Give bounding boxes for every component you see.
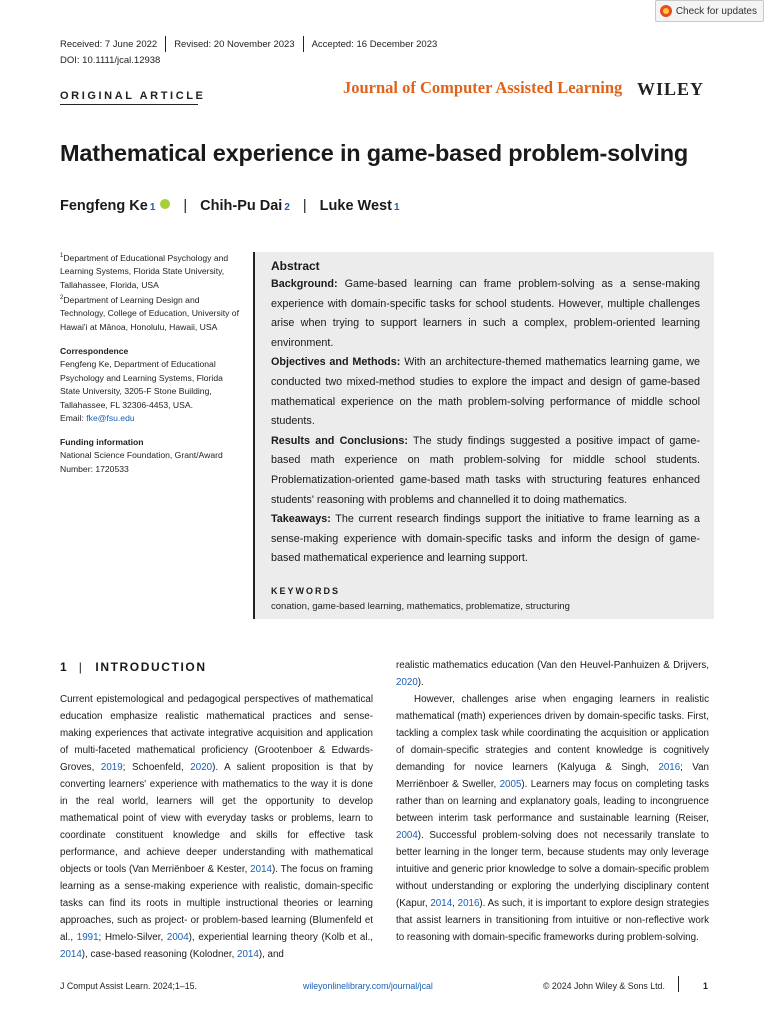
- abstract-objectives: [271, 353, 700, 431]
- divider: [165, 36, 166, 52]
- paragraph: However, challenges arise when engaging learners in realistic mathematical (math) experiences driven by domain-specific tasks. First, tackling a complex task while coordinating the acquisition or application of domain-specific strategies and content knowledge is cognitively demanding for novice learners (Kalyuga & Singh, 2016; Van Merriënboer & Sweller, 2005). Learners may focus on completing tasks rather than on learning and explanatory goals, leading to incongruence between interim task performance and sustainable learning (Reiser, 2004). Successful problem-solving does not necessarily translate to better learning in the longer term, because students may only leverage intuitive and generic prior knowledge to solve a domain-specific problem without understanding or exploring the underlying disciplinary content (Kapur, 2014, 2016). As such, it is important to explore design strategies that assist learners in transitioning from intuitive or non-reflective work to reasoning with domain-specific frameworks during problem-solving.: [396, 694, 710, 943]
- footer-copyright: © 2024 John Wiley & Sons Ltd.: [543, 981, 665, 991]
- correspondence: [60, 345, 240, 425]
- correspondence-text: Fengfeng Ke, Department of Educational Psychology and Learning Systems, Florida State University, 3205-F Stone Building, Tallahassee, FL 32306-4453, USA.: [60, 359, 223, 410]
- keywords-heading: KEYWORDS: [271, 586, 341, 596]
- article-type: ORIGINAL ARTICLE: [60, 90, 206, 102]
- abstract-label: Background:: [271, 278, 338, 290]
- keywords: conation, game-based learning, mathematics, problematize, structuring: [271, 601, 570, 612]
- paragraph: realistic mathematics education (Van den Heuvel-Panhuizen & Drijvers, 2020).: [396, 660, 709, 688]
- section-separator: |: [78, 660, 84, 674]
- abstract-heading: Abstract: [271, 259, 320, 273]
- affiliation-marker[interactable]: 2: [284, 202, 290, 213]
- funding-information: [60, 436, 240, 476]
- author-list: [60, 198, 400, 214]
- paragraph: Current epistemological and pedagogical perspectives of mathematical education emphasize realistic mathematical practices and sense-making experiences that activate integrative acquisition and application of multi-faceted mathematical proficiency (Grootenboer & Edwards-Groves, 2019; Schoenfeld, 2020). A salient proposition is that by converting learners' experience with mathematics to the way it is done in the real world, learners will get the opportunity to develop mathematical point of view with everyday tasks or problems, learn to coordinate constituent knowledge and skills for effective task performance, and achieve deeper understanding with mathematical objects or tools (Van Merriënboer & Kester, 2014). The focus on framing learning as a sense-making experience with realistic, domain-specific tasks can find its roots in multiple instructional theories or learning approaches, such as project- or problem-based learning (Blumenfeld et al., 1991; Hmelo-Silver, 2004), experiential learning theory (Kolb et al., 2014), case-based reasoning (Kolodner, 2014), and: [60, 694, 374, 960]
- affiliation-1: [60, 250, 240, 292]
- body-column-left: [60, 691, 373, 963]
- abstract-text: The current research findings support the initiative to frame learning as a sense-making experience with domain-specific tasks and inform the design of game-based mathematical experience and learning support.: [271, 513, 700, 565]
- affiliation-2: [60, 292, 240, 334]
- citation-link[interactable]: 2004: [396, 830, 418, 841]
- footer-url[interactable]: wileyonlinelibrary.com/journal/jcal: [303, 981, 433, 991]
- footer-divider: [678, 976, 679, 992]
- affiliation-text: Department of Educational Psychology and Learning Systems, Florida State University, Tallahassee, Florida, USA: [60, 252, 229, 290]
- affiliation-number: 2: [60, 295, 64, 301]
- abstract-results: [271, 432, 700, 510]
- section-heading: [60, 660, 207, 674]
- check-for-updates-button[interactable]: [655, 0, 764, 22]
- email-link[interactable]: fke@fsu.edu: [86, 413, 135, 424]
- abstract-label: Objectives and Methods:: [271, 356, 401, 369]
- author-name[interactable]: Luke West: [319, 198, 392, 214]
- abstract-takeaways: [271, 510, 700, 569]
- abstract: [271, 257, 700, 569]
- citation-link[interactable]: 2020: [396, 677, 418, 688]
- section-number: 1: [60, 660, 67, 674]
- accepted-date: Accepted: 16 December 2023: [311, 38, 438, 50]
- citation-link[interactable]: 2014: [237, 949, 259, 960]
- author-name[interactable]: Fengfeng Ke: [60, 198, 148, 214]
- received-date: Received: 7 June 2022: [60, 38, 158, 50]
- citation-link[interactable]: 1991: [76, 932, 99, 943]
- page-number: 1: [703, 981, 708, 991]
- citation-link[interactable]: 2005: [499, 779, 522, 790]
- abstract-background: [271, 275, 700, 353]
- citation-link[interactable]: 2014: [250, 864, 272, 875]
- article-dates: [60, 36, 437, 52]
- abstract-text: With an architecture-themed mathematics learning game, we conducted two mixed-method studies to explore the impact and design of game-based mathematical experience on the math problem-solving performance of middle school students.: [271, 356, 701, 428]
- orcid-icon[interactable]: [160, 199, 170, 209]
- author-name[interactable]: Chih-Pu Dai: [200, 198, 283, 214]
- funding-heading: Funding information: [60, 437, 144, 447]
- citation-link[interactable]: 2014: [60, 949, 82, 960]
- citation-link[interactable]: 2016: [457, 898, 480, 909]
- author-separator: |: [302, 198, 307, 214]
- abstract-label: Results and Conclusions:: [271, 434, 408, 447]
- affiliation-marker[interactable]: 1: [393, 202, 400, 213]
- journal-name: Journal of Computer Assisted Learning: [343, 78, 623, 97]
- abstract-text: The study findings suggested a positive impact of game-based math experience on math problem-solving for middle school students. Problematization-oriented game-based math tasks with structuring features enhanced students' reasoning with problems and channelled it to doing mathematics.: [271, 434, 700, 506]
- correspondence-heading: Correspondence: [60, 346, 129, 356]
- section-title: INTRODUCTION: [95, 660, 207, 674]
- author-separator: |: [183, 198, 188, 214]
- citation-link[interactable]: 2016: [658, 762, 681, 773]
- correspondence-email: [60, 412, 240, 425]
- funding-text: National Science Foundation, Grant/Award Number: 1720533: [60, 450, 223, 474]
- affiliation-marker[interactable]: 1: [149, 202, 156, 213]
- affiliation-number: 1: [60, 253, 64, 259]
- citation-link[interactable]: 2019: [100, 762, 123, 773]
- abstract-label: Takeaways:: [271, 513, 331, 526]
- doi: DOI: 10.1111/jcal.12938: [60, 55, 161, 66]
- divider: [303, 36, 304, 52]
- body-column-right: [396, 657, 709, 946]
- footer-citation: J Comput Assist Learn. 2024;1–15.: [60, 981, 197, 991]
- affiliation-text: Department of Learning Design and Technology, College of Education, University of Hawai'i at Mānoa, Honolulu, Hawaii, USA: [60, 294, 239, 332]
- publisher-logo: WILEY: [637, 79, 705, 99]
- check-for-updates-label: Check for updates: [675, 5, 757, 17]
- crossmark-icon: [660, 5, 672, 17]
- citation-link[interactable]: 2020: [190, 762, 213, 773]
- email-label: Email:: [60, 413, 87, 424]
- article-title: Mathematical experience in game-based problem-solving: [60, 140, 689, 166]
- citation-link[interactable]: 2004: [166, 932, 189, 943]
- citation-link[interactable]: 2014: [430, 898, 453, 909]
- article-type-rule: [60, 104, 198, 105]
- abstract-text: Game-based learning can frame problem-solving as a sense-making experience with domain-specific tasks for school students. However, multiple challenges arise when trying to support learners in such a complex, problem-oriented learning environment.: [271, 278, 700, 349]
- abstract-rule: [253, 252, 255, 619]
- revised-date: Revised: 20 November 2023: [174, 38, 295, 50]
